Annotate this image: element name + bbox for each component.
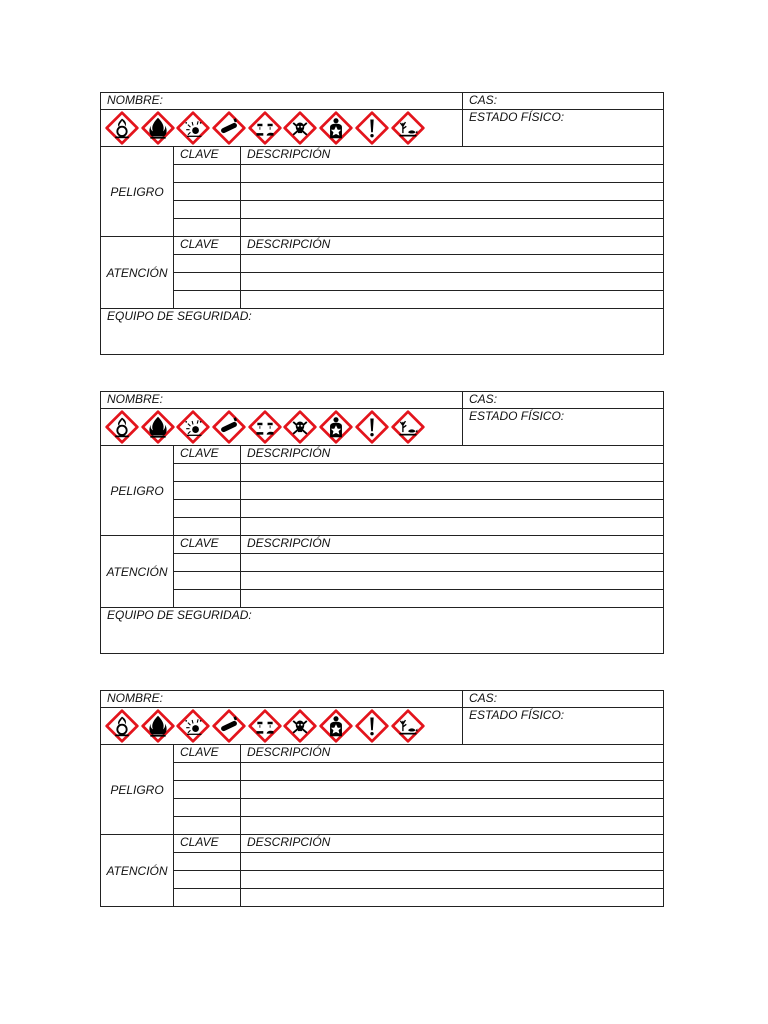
- exclamation-icon: [355, 709, 389, 743]
- nombre-label: NOMBRE:: [101, 93, 463, 110]
- clave-cell[interactable]: [174, 255, 241, 273]
- exclamation-icon: [355, 111, 389, 145]
- environment-icon: [391, 111, 425, 145]
- clave-cell[interactable]: [174, 201, 241, 219]
- descripcion-cell[interactable]: [241, 853, 664, 871]
- clave-cell[interactable]: [174, 853, 241, 871]
- safety-card-2: [100, 391, 663, 654]
- descripcion-header: DESCRIPCIÓN: [241, 536, 664, 554]
- descripcion-cell[interactable]: [241, 554, 664, 572]
- health-hazard-icon: [319, 111, 353, 145]
- flammable-icon: [141, 709, 175, 743]
- clave-cell[interactable]: [174, 889, 241, 907]
- environment-icon: [391, 410, 425, 444]
- pictogram-row: [101, 708, 463, 745]
- clave-cell[interactable]: [174, 482, 241, 500]
- clave-cell[interactable]: [174, 781, 241, 799]
- environment-icon: [391, 709, 425, 743]
- atencion-label: ATENCIÓN: [101, 237, 174, 309]
- clave-cell[interactable]: [174, 518, 241, 536]
- flammable-icon: [141, 410, 175, 444]
- corrosive-icon: [248, 410, 282, 444]
- nombre-label: NOMBRE:: [101, 392, 463, 409]
- gas-cylinder-icon: [212, 410, 246, 444]
- cas-label: CAS:: [463, 392, 664, 409]
- clave-cell[interactable]: [174, 464, 241, 482]
- peligro-label: PELIGRO: [101, 147, 174, 237]
- clave-cell[interactable]: [174, 871, 241, 889]
- descripcion-cell[interactable]: [241, 255, 664, 273]
- clave-cell[interactable]: [174, 165, 241, 183]
- descripcion-cell[interactable]: [241, 572, 664, 590]
- descripcion-cell[interactable]: [241, 817, 664, 835]
- pictogram-row: [101, 110, 463, 147]
- estado-fisico-label: ESTADO FÍSICO:: [463, 708, 664, 745]
- clave-cell[interactable]: [174, 273, 241, 291]
- clave-cell[interactable]: [174, 590, 241, 608]
- clave-cell[interactable]: [174, 763, 241, 781]
- oxidizer-icon: [105, 709, 139, 743]
- clave-header: CLAVE: [174, 835, 241, 853]
- clave-cell[interactable]: [174, 291, 241, 309]
- descripcion-cell[interactable]: [241, 799, 664, 817]
- clave-cell[interactable]: [174, 554, 241, 572]
- gas-cylinder-icon: [212, 709, 246, 743]
- descripcion-cell[interactable]: [241, 871, 664, 889]
- descripcion-cell[interactable]: [241, 219, 664, 237]
- descripcion-cell[interactable]: [241, 273, 664, 291]
- explosive-icon: [176, 709, 210, 743]
- clave-cell[interactable]: [174, 817, 241, 835]
- estado-fisico-label: ESTADO FÍSICO:: [463, 409, 664, 446]
- nombre-label: NOMBRE:: [101, 691, 463, 708]
- descripcion-cell[interactable]: [241, 464, 664, 482]
- corrosive-icon: [248, 709, 282, 743]
- clave-header: CLAVE: [174, 536, 241, 554]
- cas-label: CAS:: [463, 691, 664, 708]
- descripcion-cell[interactable]: [241, 763, 664, 781]
- pictogram-row: [101, 409, 463, 446]
- descripcion-cell[interactable]: [241, 183, 664, 201]
- oxidizer-icon: [105, 111, 139, 145]
- descripcion-cell[interactable]: [241, 500, 664, 518]
- descripcion-header: DESCRIPCIÓN: [241, 835, 664, 853]
- equipo-seguridad-label: EQUIPO DE SEGURIDAD:: [101, 608, 664, 654]
- safety-card-3: [100, 690, 663, 907]
- descripcion-cell[interactable]: [241, 889, 664, 907]
- descripcion-cell[interactable]: [241, 781, 664, 799]
- descripcion-cell[interactable]: [241, 201, 664, 219]
- peligro-label: PELIGRO: [101, 745, 174, 835]
- safety-card-1: [100, 92, 663, 355]
- clave-header: CLAVE: [174, 237, 241, 255]
- clave-cell[interactable]: [174, 219, 241, 237]
- corrosive-icon: [248, 111, 282, 145]
- health-hazard-icon: [319, 709, 353, 743]
- cas-label: CAS:: [463, 93, 664, 110]
- oxidizer-icon: [105, 410, 139, 444]
- toxic-skull-icon: [283, 709, 317, 743]
- descripcion-cell[interactable]: [241, 482, 664, 500]
- exclamation-icon: [355, 410, 389, 444]
- descripcion-header: DESCRIPCIÓN: [241, 237, 664, 255]
- descripcion-cell[interactable]: [241, 165, 664, 183]
- clave-header: CLAVE: [174, 745, 241, 763]
- gas-cylinder-icon: [212, 111, 246, 145]
- equipo-seguridad-label: EQUIPO DE SEGURIDAD:: [101, 309, 664, 355]
- explosive-icon: [176, 111, 210, 145]
- atencion-label: ATENCIÓN: [101, 536, 174, 608]
- explosive-icon: [176, 410, 210, 444]
- clave-header: CLAVE: [174, 147, 241, 165]
- toxic-skull-icon: [283, 111, 317, 145]
- peligro-label: PELIGRO: [101, 446, 174, 536]
- clave-cell[interactable]: [174, 500, 241, 518]
- flammable-icon: [141, 111, 175, 145]
- atencion-label: ATENCIÓN: [101, 835, 174, 907]
- clave-cell[interactable]: [174, 572, 241, 590]
- descripcion-header: DESCRIPCIÓN: [241, 446, 664, 464]
- clave-cell[interactable]: [174, 183, 241, 201]
- descripcion-header: DESCRIPCIÓN: [241, 745, 664, 763]
- descripcion-cell[interactable]: [241, 291, 664, 309]
- toxic-skull-icon: [283, 410, 317, 444]
- descripcion-cell[interactable]: [241, 590, 664, 608]
- health-hazard-icon: [319, 410, 353, 444]
- descripcion-header: DESCRIPCIÓN: [241, 147, 664, 165]
- estado-fisico-label: ESTADO FÍSICO:: [463, 110, 664, 147]
- clave-cell[interactable]: [174, 799, 241, 817]
- descripcion-cell[interactable]: [241, 518, 664, 536]
- clave-header: CLAVE: [174, 446, 241, 464]
